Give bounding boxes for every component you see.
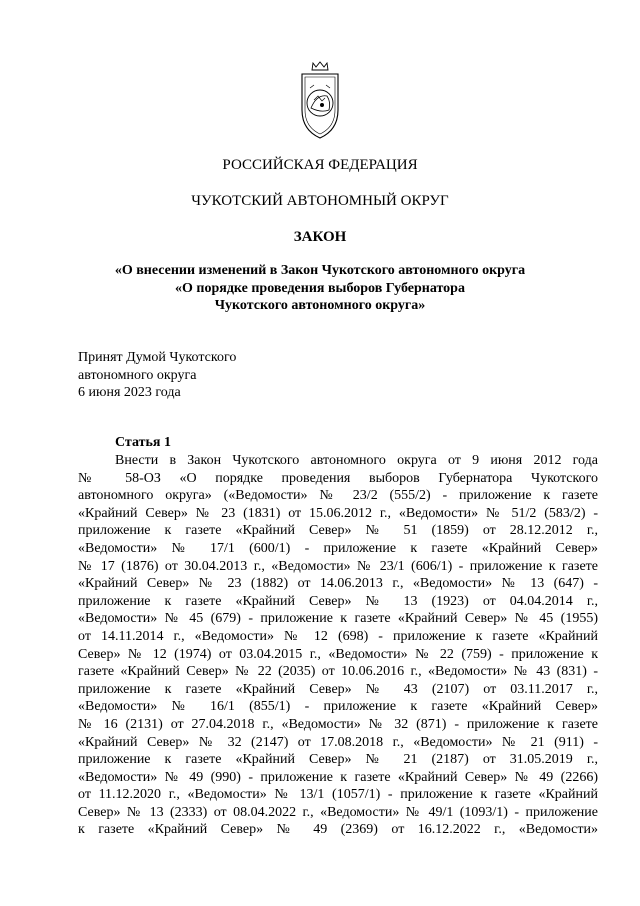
region-name: ЧУКОТСКИЙ АВТОНОМНЫЙ ОКРУГ [191, 193, 449, 209]
article-heading: Статья 1 [115, 435, 171, 450]
article-line: приложение к газете «Крайний Север» № 43 (2107) от 03.11.2017 г., [78, 681, 598, 697]
adoption-info [78, 349, 236, 402]
article-line: приложение к газете «Крайний Север» № 13 (1923) от 04.04.2014 г., [78, 593, 598, 609]
article-line: приложение к газете «Крайний Север» № 21 (2187) от 31.05.2019 г., [78, 752, 598, 768]
article-body [78, 452, 598, 839]
article-line: «Ведомости» № 49 (990) - приложение к газете «Крайний Север» № 49 (2266) [78, 769, 598, 785]
law-title-line: «О порядке проведения выборов Губернатора [175, 280, 465, 296]
article-line: от 14.11.2014 г., «Ведомости» № 12 (698) - приложение к газете «Крайний [78, 628, 598, 644]
article-line: газете «Крайний Север» № 22 (2035) от 10.06.2016 г., «Ведомости» № 43 (831) - [78, 664, 598, 680]
country-name: РОССИЙСКАЯ ФЕДЕРАЦИЯ [222, 157, 418, 173]
article-line: «Ведомости» № 45 (679) - приложение к газете «Крайний Север» № 45 (1955) [78, 611, 598, 627]
adoption-date: 6 июня 2023 года [78, 385, 181, 400]
article-line: «Крайний Север» № 32 (2147) от 17.08.2018 г., «Ведомости» № 21 (911) - [78, 734, 598, 750]
article-line: № 16 (2131) от 27.04.2018 г., «Ведомости» № 32 (871) - приложение к газете [78, 716, 598, 732]
article-line: «Ведомости» № 16/1 (855/1) - приложение к газете «Крайний Север» [78, 699, 598, 715]
law-title-line: «О внесении изменений в Закон Чукотского автономного округа [114, 263, 526, 278]
article-line: «Крайний Север» № 23 (1831) от 15.06.2012 г., «Ведомости» № 51/2 (583/2) - [78, 505, 598, 521]
law-title [0, 262, 640, 315]
article-line: Внести в Закон Чукотского автономного округа от 9 июня 2012 года [115, 453, 598, 468]
article-line: «Крайний Север» № 23 (1882) от 14.06.2013 г., «Ведомости» № 13 (647) - [78, 576, 598, 592]
article-line: к газете «Крайний Север» № 49 (2369) от 16.12.2022 г., «Ведомости» [78, 822, 598, 838]
adoption-line: Принят Думой Чукотского [78, 350, 237, 365]
article-line: «Ведомости» № 17/1 (600/1) - приложение к газете «Крайний Север» [78, 540, 598, 556]
law-title-line: Чукотского автономного округа» [214, 298, 426, 313]
article-line: от 11.12.2020 г., «Ведомости» № 13/1 (1057/1) - приложение к газете «Крайний [78, 787, 598, 803]
adoption-line: автономного округа [78, 367, 197, 383]
document-type: ЗАКОН [293, 229, 347, 245]
article-line: приложение к газете «Крайний Север» № 51 (1859) от 28.12.2012 г., [78, 523, 598, 539]
article-line: автономного округа» («Ведомости» № 23/2 (555/2) - приложение к газете [78, 488, 598, 504]
article-line: Север» № 13 (2333) от 08.04.2022 г., «Ведомости» № 49/1 (1093/1) - приложение [78, 804, 598, 820]
article-line: Север» № 12 (1974) от 03.04.2015 г., «Ведомости» № 22 (759) - приложение к [78, 646, 598, 662]
coat-of-arms-icon [299, 60, 341, 140]
article-line: № 17 (1876) от 30.04.2013 г., «Ведомости» № 23/1 (606/1) - приложение к газете [78, 558, 598, 574]
article-line: № 58-ОЗ «О порядке проведения выборов Губернатора Чукотского [78, 470, 598, 486]
